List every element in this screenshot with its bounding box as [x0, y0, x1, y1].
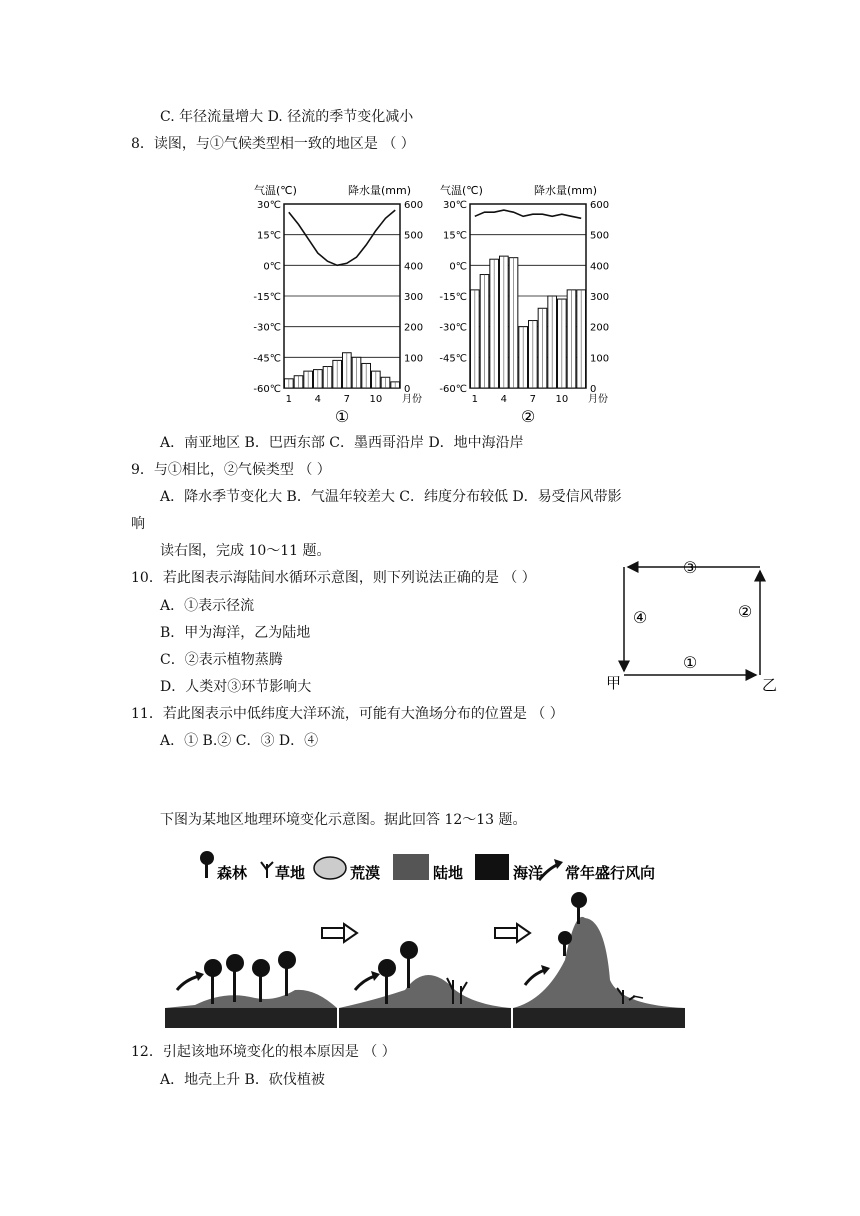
month-tick-label: 1 [471, 394, 479, 405]
legend-ocean: 海洋 [513, 864, 544, 882]
climate-chart-2 [439, 183, 609, 426]
precip-tick-label: 600 [404, 200, 424, 211]
cycle-corner-jia: 甲 [606, 674, 622, 692]
forest-icon [200, 851, 214, 878]
legend-wind: 常年盛行风向 [565, 864, 656, 882]
temp-tick-label: 0℃ [449, 261, 467, 273]
cycle-label-1: ① [682, 653, 698, 672]
env-legend [200, 851, 655, 882]
temp-tick-label: -30℃ [439, 322, 467, 334]
grass-icon [261, 862, 273, 878]
chart-title-temp: 气温(℃) [254, 184, 297, 197]
chart-title-precip: 降水量(mm) [348, 184, 412, 197]
month-tick-label: 10 [369, 394, 383, 405]
question-11: 11．若此图表示中低纬度大洋环流，可能有大渔场分布的位置是 （ ） [131, 706, 564, 722]
month-tick-label: 4 [500, 394, 508, 405]
climate-charts [250, 182, 630, 430]
cycle-label-4: ④ [632, 608, 648, 627]
x-axis-label: 月份 [402, 394, 422, 405]
temp-tick-label: -15℃ [439, 292, 467, 303]
transition-arrow-2 [495, 924, 530, 942]
env-panel-3 [513, 892, 685, 1028]
temperature-line [289, 210, 395, 265]
temp-tick-label: 15℃ [257, 230, 281, 242]
q9-options-cont: 响 [131, 516, 145, 532]
precip-tick-label: 500 [590, 230, 610, 242]
q12-options: A．地壳上升 B．砍伐植被 [160, 1072, 325, 1088]
climate-chart-1 [253, 183, 423, 426]
cycle-label-2: ② [737, 602, 753, 621]
land-icon [393, 854, 429, 880]
precip-tick-label: 100 [404, 353, 424, 365]
precip-tick-label: 500 [404, 230, 424, 242]
temp-tick-label: 30℃ [443, 200, 467, 211]
chart-number-label: ② [520, 407, 536, 426]
temp-tick-label: -45℃ [253, 353, 281, 365]
legend-grass: 草地 [275, 864, 306, 882]
question-10: 10．若此图表示海陆间水循环示意图，则下列说法正确的是 （ ） [131, 570, 536, 586]
x-axis-label: 月份 [588, 394, 608, 405]
precip-tick-label: 200 [404, 322, 424, 334]
precip-tick-label: 300 [590, 292, 610, 303]
q10-option-d: D．人类对③环节影响大 [160, 679, 312, 695]
month-tick-label: 10 [555, 394, 569, 405]
temp-tick-label: -45℃ [439, 353, 467, 365]
temp-tick-label: 0℃ [263, 261, 281, 273]
cycle-diagram [600, 553, 785, 697]
env-panel-2 [339, 941, 511, 1028]
legend-desert: 荒漠 [350, 864, 381, 882]
q9-options: A．降水季节变化大 B．气温年较差大 C．纬度分布较低 D．易受信风带影 [160, 489, 622, 505]
transition-arrow-1 [322, 924, 357, 942]
env-panel-1 [165, 951, 337, 1028]
precip-tick-label: 0 [590, 384, 597, 395]
temperature-line [475, 210, 581, 218]
precip-tick-label: 100 [590, 353, 610, 365]
q10-option-b: B．甲为海洋，乙为陆地 [160, 625, 311, 641]
month-tick-label: 1 [285, 394, 293, 405]
legend-forest: 森林 [217, 864, 248, 882]
precip-tick-label: 300 [404, 292, 424, 303]
temp-tick-label: -15℃ [253, 292, 281, 303]
month-tick-label: 7 [343, 394, 351, 405]
q7-options: C. 年径流量增大 D. 径流的季节变化减小 [160, 109, 414, 125]
q11-options: A．① B.② C．③ D．④ [160, 733, 319, 749]
precip-tick-label: 600 [590, 200, 610, 211]
desert-icon [314, 857, 346, 879]
question-9: 9．与①相比，②气候类型 （ ） [131, 462, 331, 478]
chart-title-precip: 降水量(mm) [534, 184, 598, 197]
intro-12-13: 下图为某地区地理环境变化示意图。据此回答 12～13 题。 [160, 812, 527, 828]
intro-10-11: 读右图，完成 10～11 题。 [160, 543, 331, 559]
precip-tick-label: 400 [404, 261, 424, 273]
question-12: 12．引起该地环境变化的根本原因是 （ ） [131, 1044, 396, 1060]
temp-tick-label: -60℃ [253, 384, 281, 395]
env-change-figure [165, 840, 690, 1034]
q10-option-c: C．②表示植物蒸腾 [160, 652, 283, 668]
precip-tick-label: 200 [590, 322, 610, 334]
question-8: 8．读图，与①气候类型相一致的地区是 （ ） [131, 136, 415, 152]
ocean-icon [475, 854, 509, 880]
month-tick-label: 4 [314, 394, 322, 405]
precip-tick-label: 400 [590, 261, 610, 273]
temp-tick-label: 30℃ [257, 200, 281, 211]
chart-number-label: ① [334, 407, 350, 426]
temp-tick-label: -60℃ [439, 384, 467, 395]
month-tick-label: 7 [529, 394, 537, 405]
cycle-corner-yi: 乙 [762, 676, 778, 693]
legend-land: 陆地 [433, 864, 464, 882]
temp-tick-label: -30℃ [253, 322, 281, 334]
chart-title-temp: 气温(℃) [440, 184, 483, 197]
q8-options: A．南亚地区 B．巴西东部 C．墨西哥沿岸 D．地中海沿岸 [160, 435, 524, 451]
q10-option-a: A．①表示径流 [160, 598, 255, 614]
precip-tick-label: 0 [404, 384, 411, 395]
temp-tick-label: 15℃ [443, 230, 467, 242]
cycle-label-3: ③ [682, 558, 698, 577]
